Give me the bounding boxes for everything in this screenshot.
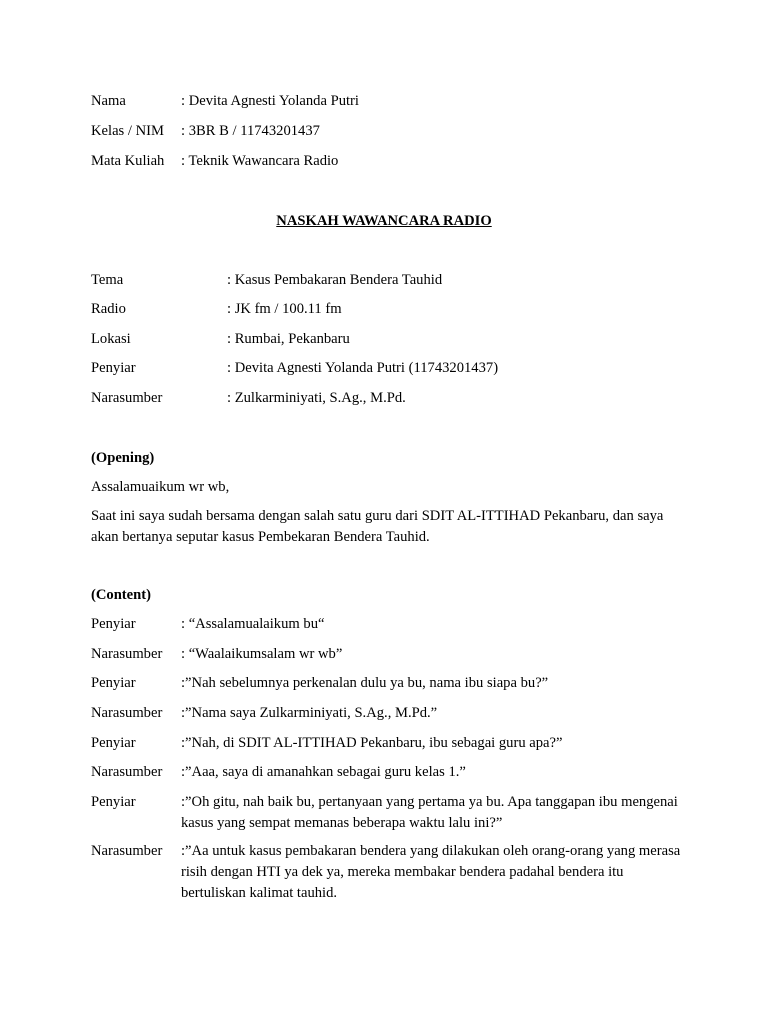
meta-value: : Kasus Pembakaran Bendera Tauhid: [227, 272, 443, 288]
header-label: Mata Kuliah: [91, 153, 165, 169]
dialogue-speaker: Penyiar: [91, 735, 136, 751]
dialogue-line: [91, 673, 708, 695]
dialogue-text: : “Assalamualaikum bu“: [181, 616, 325, 632]
dialogue-line: [91, 762, 708, 784]
meta-row-source: [91, 388, 708, 410]
header-value: : Teknik Wawancara Radio: [181, 153, 339, 169]
opening-heading: (Opening): [91, 450, 155, 466]
dialogue-text: :”Oh gitu, nah baik bu, pertanyaan yang pertama ya bu. Apa tanggapan ibu mengenai kasus yang sempat memanas beberapa waktu lalu ini?”: [181, 794, 678, 831]
dialogue-speaker: Penyiar: [91, 675, 136, 691]
dialogue-speaker: Penyiar: [91, 616, 136, 632]
dialogue-line: [91, 792, 708, 831]
dialogue-speaker: Narasumber: [91, 843, 163, 859]
dialogue-speaker: Narasumber: [91, 764, 163, 780]
content-heading: (Content): [91, 587, 151, 603]
meta-label: Radio: [91, 301, 126, 317]
dialogue-text: : “Waalaikumsalam wr wb”: [181, 646, 343, 662]
dialogue-speaker: Narasumber: [91, 705, 163, 721]
header-row-name: [91, 91, 708, 113]
meta-row-theme: [91, 270, 708, 292]
document-title: NASKAH WAWANCARA RADIO: [276, 213, 492, 229]
meta-label: Lokasi: [91, 331, 131, 347]
dialogue-line: [91, 841, 708, 901]
dialogue-line: [91, 703, 708, 725]
meta-label: Penyiar: [91, 360, 136, 376]
meta-row-location: [91, 329, 708, 351]
dialogue-speaker: Narasumber: [91, 646, 163, 662]
meta-label: Tema: [91, 272, 124, 288]
opening-intro: Saat ini saya sudah bersama dengan salah satu guru dari SDIT AL-ITTIHAD Pekanbaru, dan saya akan bertanya seputar kasus Pembekaran Bendera Tauhid.: [91, 508, 664, 545]
dialogue-text: :”Nah sebelumnya perkenalan dulu ya bu, nama ibu siapa bu?”: [181, 675, 549, 691]
header-value: : Devita Agnesti Yolanda Putri: [181, 93, 359, 109]
dialogue-text: :”Nah, di SDIT AL-ITTIHAD Pekanbaru, ibu sebagai guru apa?”: [181, 735, 563, 751]
header-label: Kelas / NIM: [91, 123, 164, 139]
dialogue-line: [91, 644, 708, 666]
meta-value: : Zulkarminiyati, S.Ag., M.Pd.: [227, 390, 406, 406]
dialogue-text: :”Aaa, saya di amanahkan sebagai guru kelas 1.”: [181, 764, 466, 780]
dialogue-line: [91, 614, 708, 636]
header-label: Nama: [91, 93, 126, 109]
meta-value: : Devita Agnesti Yolanda Putri (11743201437): [227, 360, 499, 376]
meta-row-radio: [91, 299, 708, 321]
meta-value: : JK fm / 100.11 fm: [227, 301, 342, 317]
meta-value: : Rumbai, Pekanbaru: [227, 331, 350, 347]
header-value: : 3BR B / 11743201437: [181, 123, 320, 139]
dialogue-speaker: Penyiar: [91, 794, 136, 810]
meta-label: Narasumber: [91, 390, 163, 406]
header-row-class: [91, 121, 708, 143]
dialogue-text: :”Nama saya Zulkarminiyati, S.Ag., M.Pd.”: [181, 705, 438, 721]
dialogue-line: [91, 733, 708, 755]
meta-row-host: [91, 358, 708, 380]
opening-greeting: Assalamuaikum wr wb,: [91, 479, 230, 495]
dialogue-text: :”Aa untuk kasus pembakaran bendera yang dilakukan oleh orang-orang yang merasa risih dengan HTI ya dek ya, mereka membakar bendera padahal bendera itu bertuliskan kalimat tauhid.: [181, 843, 681, 901]
header-row-course: [91, 151, 708, 173]
